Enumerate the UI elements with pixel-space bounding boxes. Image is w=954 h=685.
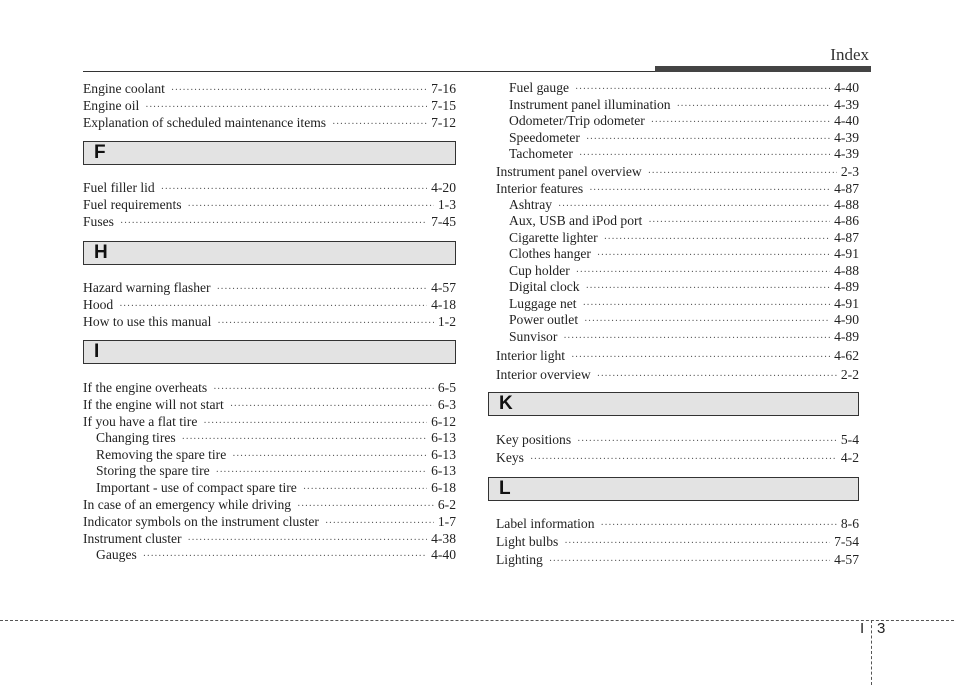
index-subentry: Ashtray ····· 4-88 xyxy=(488,197,859,214)
index-subentry: Luggage net ····· 4-91 xyxy=(488,296,859,313)
index-subentry: Sunvisor ····· 4-89 xyxy=(488,329,859,346)
index-entry: Light bulbs ····· 7-54 xyxy=(488,533,859,550)
index-subentry: Odometer/Trip odometer ····· 4-40 xyxy=(488,113,859,130)
index-entry: Lighting ····· 4-57 xyxy=(488,551,859,568)
section-letter: I xyxy=(860,620,865,637)
index-subentry: Instrument panel illumination ····· 4-39 xyxy=(488,97,859,114)
index-entry: Instrument cluster ····· 4-38 xyxy=(83,530,456,547)
index-column-right xyxy=(488,80,859,568)
index-subentry: Power outlet ····· 4-90 xyxy=(488,312,859,329)
index-entry: Keys ····· 4-2 xyxy=(488,449,859,466)
index-entry: Hood ····· 4-18 xyxy=(83,296,456,313)
index-subentry: Gauges ····· 4-40 xyxy=(83,547,456,564)
header-rule xyxy=(83,71,655,72)
index-entry: Key positions ····· 5-4 xyxy=(488,431,859,448)
index-subentry: Clothes hanger ····· 4-91 xyxy=(488,246,859,263)
index-entry: Fuel filler lid ····· 4-20 xyxy=(83,179,456,196)
index-entry: Interior features ····· 4-87 xyxy=(488,180,859,197)
index-entry: Instrument panel overview ····· 2-3 xyxy=(488,163,859,180)
index-entry: Fuses ····· 7-45 xyxy=(83,213,456,230)
section-header-k: K xyxy=(488,392,859,416)
index-subentry: Important - use of compact spare tire ····· 6-18 xyxy=(83,480,456,497)
index-subentry: Removing the spare tire ····· 6-13 xyxy=(83,447,456,464)
header-bar xyxy=(655,66,871,72)
page-header-title: Index xyxy=(830,45,869,64)
index-entry: If the engine will not start ····· 6-3 xyxy=(83,396,456,413)
index-subentry: Cigarette lighter ····· 4-87 xyxy=(488,230,859,247)
footer-rule xyxy=(0,620,954,621)
page-number-value: 3 xyxy=(877,620,886,637)
index-subentry: Aux, USB and iPod port ····· 4-86 xyxy=(488,213,859,230)
index-subentry: Storing the spare tire ····· 6-13 xyxy=(83,463,456,480)
index-subentry: Cup holder ····· 4-88 xyxy=(488,263,859,280)
index-subentry: Digital clock ····· 4-89 xyxy=(488,279,859,296)
index-entry: Fuel requirements ····· 1-3 xyxy=(83,196,456,213)
index-entry: Interior light ····· 4-62 xyxy=(488,347,859,364)
index-entry: If the engine overheats ····· 6-5 xyxy=(83,379,456,396)
index-entry: Engine coolant ····· 7-16 xyxy=(83,80,456,97)
index-subentry: Tachometer ····· 4-39 xyxy=(488,146,859,163)
index-entry: How to use this manual ····· 1-2 xyxy=(83,313,456,330)
section-header-f: F xyxy=(83,141,456,165)
index-subentry: Changing tires ····· 6-13 xyxy=(83,430,456,447)
index-entry: Hazard warning flasher ····· 4-57 xyxy=(83,279,456,296)
index-subentry: Fuel gauge ····· 4-40 xyxy=(488,80,859,97)
footer-divider xyxy=(871,620,872,685)
index-entry: Engine oil ····· 7-15 xyxy=(83,97,456,114)
index-entry: If you have a flat tire ····· 6-12 xyxy=(83,413,456,430)
index-entry: In case of an emergency while driving ····· 6-2 xyxy=(83,496,456,513)
index-subentry: Speedometer ····· 4-39 xyxy=(488,130,859,147)
index-entry: Interior overview ····· 2-2 xyxy=(488,366,859,383)
index-entry: Explanation of scheduled maintenance items ····· 7-12 xyxy=(83,114,456,131)
section-header-l: L xyxy=(488,477,859,501)
index-entry: Label information ····· 8-6 xyxy=(488,515,859,532)
section-header-h: H xyxy=(83,241,456,265)
index-entry: Indicator symbols on the instrument cluster ····· 1-7 xyxy=(83,513,456,530)
section-header-i: I xyxy=(83,340,456,364)
index-column-left xyxy=(83,80,456,564)
